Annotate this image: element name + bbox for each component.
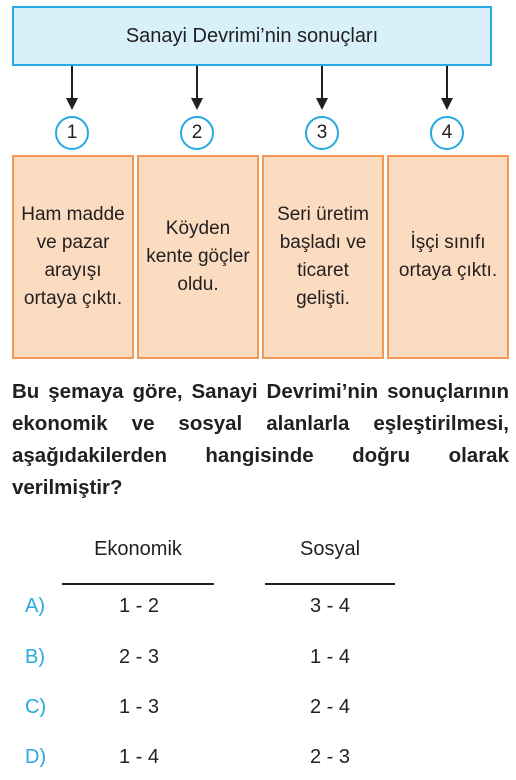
option-social-value: 1 - 4	[309, 646, 351, 668]
number-circle-3	[305, 116, 339, 150]
option-letter[interactable]: B)	[25, 646, 45, 668]
column-header-social: Sosyal	[299, 538, 361, 560]
column-header-economic: Ekonomik	[94, 538, 182, 560]
option-social-value: 3 - 4	[309, 595, 351, 617]
result-card-4	[387, 155, 509, 359]
option-social-value: 2 - 3	[309, 746, 351, 768]
number-circle-4	[430, 116, 464, 150]
card-text: Köyden kente göçler oldu.	[146, 218, 250, 295]
card-text: İşçi sınıfı ortaya çıktı.	[398, 232, 498, 281]
number-circle-2	[180, 116, 214, 150]
arrow-down-icon	[65, 66, 79, 112]
number-label: 3	[316, 122, 328, 143]
option-economic-value: 1 - 4	[118, 746, 160, 768]
arrow-down-icon	[440, 66, 454, 112]
result-card-2	[137, 155, 259, 359]
diagram-title-box	[12, 6, 492, 66]
number-label: 1	[66, 122, 78, 143]
arrow-down-icon	[190, 66, 204, 112]
column-underline	[265, 583, 395, 585]
option-social-value: 2 - 4	[309, 696, 351, 718]
column-underline	[62, 583, 214, 585]
option-economic-value: 1 - 2	[118, 595, 160, 617]
option-economic-value: 1 - 3	[118, 696, 160, 718]
arrow-down-icon	[315, 66, 329, 112]
diagram-title: Sanayi Devrimi’nin sonuçları	[125, 24, 379, 47]
card-text: Ham madde ve pazar arayışı ortaya çıktı.	[21, 204, 125, 309]
result-card-1	[12, 155, 134, 359]
option-economic-value: 2 - 3	[118, 646, 160, 668]
number-label: 4	[441, 122, 453, 143]
number-label: 2	[191, 122, 203, 143]
option-letter[interactable]: D)	[25, 746, 47, 768]
number-circle-1	[55, 116, 89, 150]
option-letter[interactable]: A)	[25, 595, 45, 617]
card-text: Seri üretim başladı ve ticaret gelişti.	[277, 204, 369, 309]
result-card-3	[262, 155, 384, 359]
option-letter[interactable]: C)	[25, 696, 47, 718]
question-text: Bu şemaya göre, Sanayi Devrimi’nin sonuçlarının ekonomik ve sosyal alanlarla eşleştirilmesi, aşağıdakilerden hangisinde doğru olarak verilmiştir?	[12, 380, 509, 499]
